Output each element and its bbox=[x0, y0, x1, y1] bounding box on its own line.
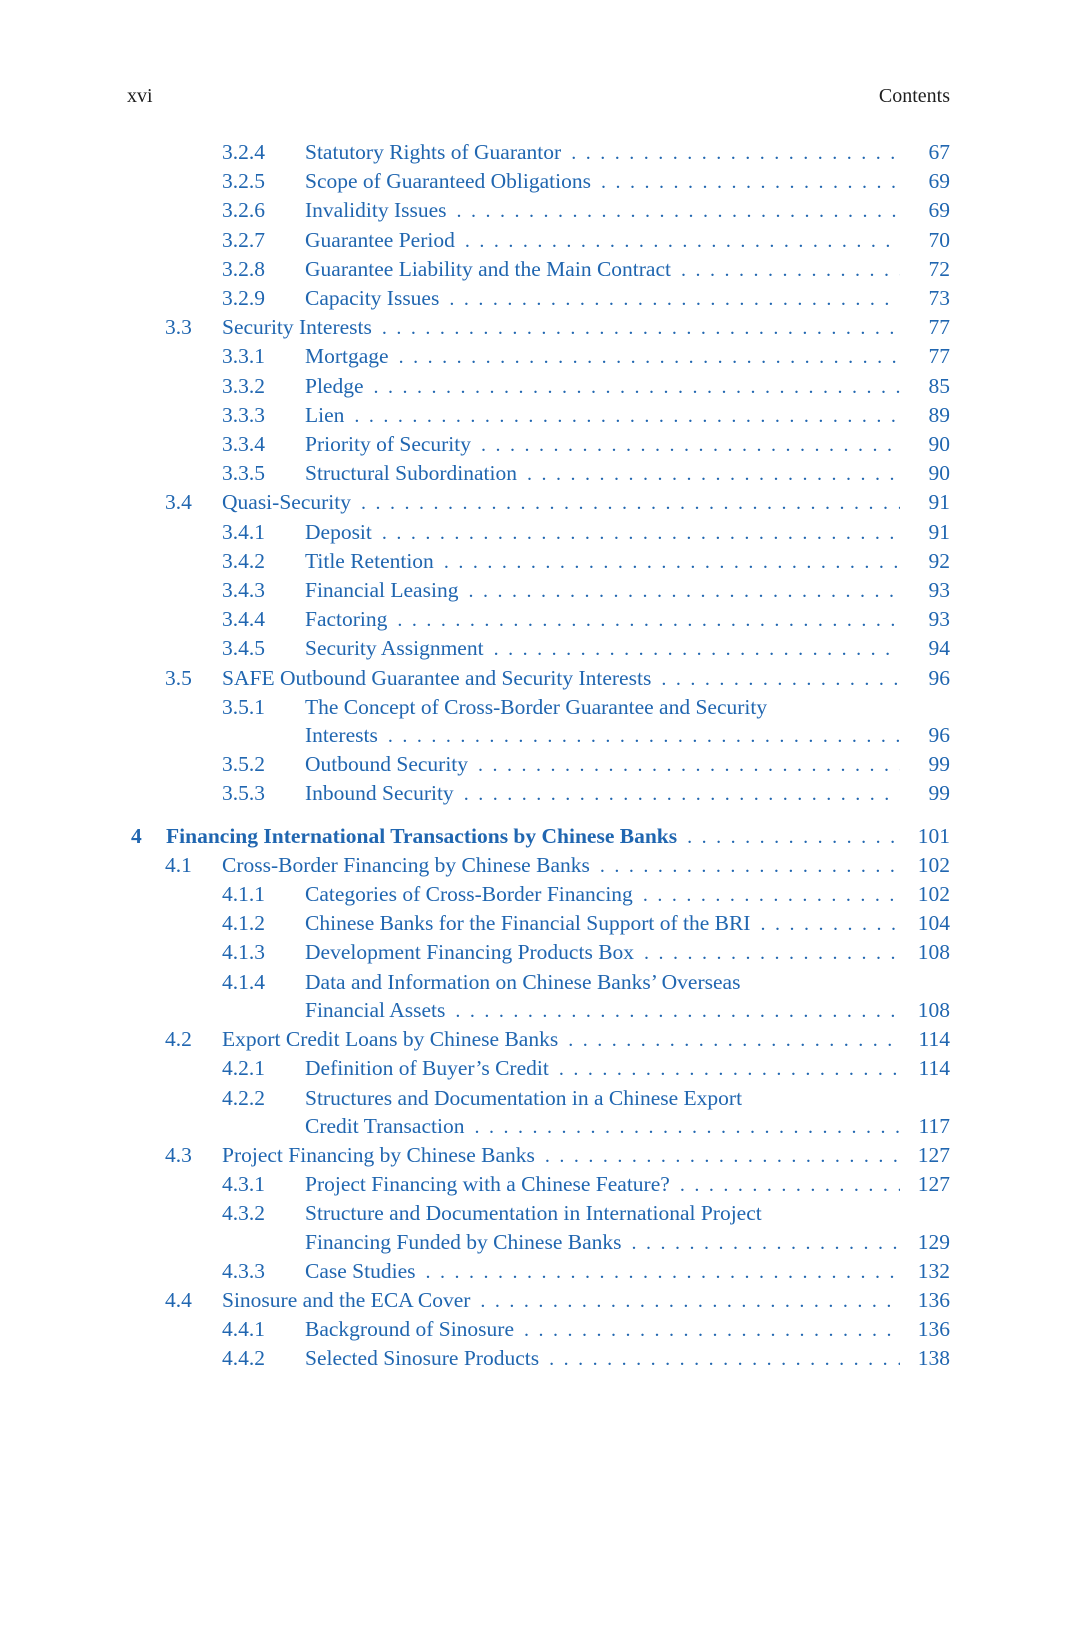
toc-entry-title: Deposit bbox=[305, 519, 372, 544]
dot-leader bbox=[478, 750, 900, 779]
toc-entry-title: Guarantee Liability and the Main Contract bbox=[305, 256, 671, 281]
toc-entry-title: Categories of Cross-Border Financing bbox=[305, 882, 633, 907]
toc-entry[interactable] bbox=[127, 196, 950, 225]
toc-entry-title-continued: Interests bbox=[305, 723, 378, 748]
toc-entry-page: 93 bbox=[928, 578, 950, 603]
toc-entry-number: 3.4.1 bbox=[222, 519, 265, 544]
toc-entry-title: Quasi-Security bbox=[222, 490, 351, 515]
toc-entry-title: Structural Subordination bbox=[305, 461, 517, 486]
toc-entry-number: 3.3.1 bbox=[222, 344, 265, 369]
toc-entry-page: 132 bbox=[917, 1258, 950, 1283]
toc-entry[interactable] bbox=[127, 1025, 950, 1054]
toc-entry-number: 4.1.3 bbox=[222, 940, 265, 965]
toc-entry-number: 3.2.7 bbox=[222, 227, 265, 252]
toc-entry[interactable] bbox=[127, 750, 950, 779]
toc-entry-number: 4.2.1 bbox=[222, 1056, 265, 1081]
toc-entry[interactable] bbox=[127, 576, 950, 605]
toc-entry-title-continued: Financing Funded by Chinese Banks bbox=[305, 1229, 622, 1254]
dot-leader bbox=[600, 851, 900, 880]
dot-leader bbox=[545, 1141, 900, 1170]
toc-entry-number: 4 bbox=[131, 823, 142, 848]
toc-entry-title: Factoring bbox=[305, 607, 388, 632]
toc-entry-title: Data and Information on Chinese Banks’ Overseas bbox=[305, 969, 741, 994]
toc-entry[interactable] bbox=[127, 1084, 950, 1112]
toc-entry-title: The Concept of Cross-Border Guarantee and Security bbox=[305, 694, 768, 719]
dot-leader bbox=[632, 1228, 900, 1257]
toc-entry-page: 73 bbox=[928, 286, 950, 311]
toc-entry-title: Title Retention bbox=[305, 548, 434, 573]
dot-leader bbox=[444, 547, 900, 576]
toc-entry-number: 3.5.1 bbox=[222, 694, 265, 719]
toc-entry-page: 104 bbox=[917, 911, 950, 936]
toc-entry-page: 92 bbox=[928, 548, 950, 573]
dot-leader bbox=[374, 372, 900, 401]
dot-leader bbox=[559, 1054, 900, 1083]
toc-entry-title: Guarantee Period bbox=[305, 227, 455, 252]
toc-entry-page: 96 bbox=[928, 665, 950, 690]
toc-entry-number: 3.5.2 bbox=[222, 752, 265, 777]
dot-leader bbox=[549, 1344, 900, 1373]
toc-entry[interactable] bbox=[127, 1344, 950, 1373]
toc-entry-number: 4.1 bbox=[165, 852, 192, 877]
dot-leader bbox=[481, 430, 900, 459]
toc-entry-number: 4.2.2 bbox=[222, 1085, 265, 1110]
toc-entry-number: 3.2.9 bbox=[222, 286, 265, 311]
toc-entry-number: 4.4.1 bbox=[222, 1317, 265, 1342]
toc-entry[interactable] bbox=[127, 1199, 950, 1227]
running-head: Contents bbox=[878, 85, 950, 107]
toc-entry[interactable] bbox=[127, 1315, 950, 1344]
toc-entry-page: 138 bbox=[917, 1346, 950, 1371]
toc-entry-continuation[interactable] bbox=[127, 996, 950, 1025]
dot-leader bbox=[382, 313, 900, 342]
page-content bbox=[127, 84, 950, 1374]
toc-entry[interactable] bbox=[127, 284, 950, 313]
dot-leader bbox=[681, 255, 900, 284]
toc-entry[interactable] bbox=[127, 938, 950, 967]
dot-leader bbox=[354, 401, 900, 430]
toc-entry-number: 3.4.3 bbox=[222, 578, 265, 603]
toc-entry-title: Priority of Security bbox=[305, 432, 472, 457]
toc-entry-title: Chinese Banks for the Financial Support of the BRI bbox=[305, 911, 751, 936]
toc-entry-title: Capacity Issues bbox=[305, 286, 440, 311]
toc-entry-title: Structure and Documentation in International Project bbox=[305, 1201, 762, 1226]
toc-entry-page: 129 bbox=[917, 1229, 950, 1254]
toc-entry[interactable] bbox=[127, 167, 950, 196]
toc-entry[interactable] bbox=[127, 488, 950, 517]
dot-leader bbox=[601, 167, 900, 196]
toc-entry[interactable] bbox=[127, 547, 950, 576]
toc-entry-page: 99 bbox=[928, 781, 950, 806]
toc-entry-page: 94 bbox=[928, 636, 950, 661]
toc-entry-page: 69 bbox=[928, 198, 950, 223]
toc-entry-title: Financial Leasing bbox=[305, 578, 459, 603]
dot-leader bbox=[571, 138, 900, 167]
toc-entry[interactable] bbox=[127, 1141, 950, 1170]
toc-entry[interactable] bbox=[127, 779, 950, 808]
toc-entry[interactable] bbox=[127, 1257, 950, 1286]
toc-entry-number: 3.2.5 bbox=[222, 169, 265, 194]
toc-entry[interactable] bbox=[127, 634, 950, 663]
toc-entry-title: Statutory Rights of Guarantor bbox=[305, 140, 562, 164]
toc-entry-page: 67 bbox=[928, 140, 950, 164]
table-of-contents bbox=[127, 138, 950, 1374]
toc-entry[interactable] bbox=[127, 822, 950, 851]
toc-entry-title: Project Financing with a Chinese Feature? bbox=[305, 1172, 670, 1197]
toc-entry-title: Cross-Border Financing by Chinese Banks bbox=[222, 852, 590, 877]
toc-entry-title: SAFE Outbound Guarantee and Security Interests bbox=[222, 665, 652, 690]
toc-entry-number: 4.1.1 bbox=[222, 882, 265, 907]
toc-entry-number: 3.3 bbox=[165, 315, 192, 340]
toc-entry-page: 117 bbox=[918, 1113, 950, 1138]
dot-leader bbox=[643, 880, 900, 909]
dot-leader bbox=[680, 1170, 900, 1199]
toc-entry-title-continued: Financial Assets bbox=[305, 997, 446, 1022]
toc-entry[interactable] bbox=[127, 909, 950, 938]
dot-leader bbox=[480, 1286, 900, 1315]
toc-entry-title: Structures and Documentation in a Chinese Export bbox=[305, 1085, 743, 1110]
toc-entry-page: 70 bbox=[928, 227, 950, 252]
dot-leader bbox=[455, 996, 900, 1025]
toc-entry-page: 136 bbox=[917, 1317, 950, 1342]
toc-entry[interactable] bbox=[127, 880, 950, 909]
dot-leader bbox=[568, 1025, 900, 1054]
toc-entry-title: Definition of Buyer’s Credit bbox=[305, 1056, 549, 1081]
toc-entry[interactable] bbox=[127, 518, 950, 547]
toc-entry[interactable] bbox=[127, 226, 950, 255]
toc-entry-title: Outbound Security bbox=[305, 752, 469, 777]
toc-entry-title: Sinosure and the ECA Cover bbox=[222, 1287, 471, 1312]
dot-leader bbox=[474, 1112, 900, 1141]
toc-entry[interactable] bbox=[127, 1170, 950, 1199]
toc-entry-number: 4.3.2 bbox=[222, 1201, 265, 1226]
toc-entry-number: 4.2 bbox=[165, 1027, 192, 1052]
toc-entry[interactable] bbox=[127, 1054, 950, 1083]
toc-entry-page: 69 bbox=[928, 169, 950, 194]
toc-entry[interactable] bbox=[127, 313, 950, 342]
toc-entry-page: 77 bbox=[928, 315, 950, 340]
toc-entry[interactable] bbox=[127, 138, 950, 167]
toc-entry-page: 136 bbox=[917, 1287, 950, 1312]
toc-entry[interactable] bbox=[127, 664, 950, 693]
toc-entry-title: Development Financing Products Box bbox=[305, 940, 635, 965]
dot-leader bbox=[465, 226, 900, 255]
toc-entry-title: Background of Sinosure bbox=[305, 1317, 514, 1342]
toc-entry-page: 101 bbox=[917, 823, 950, 848]
toc-entry-page: 99 bbox=[928, 752, 950, 777]
toc-entry-title: Case Studies bbox=[305, 1258, 416, 1283]
toc-entry-page: 108 bbox=[917, 940, 950, 965]
toc-entry-number: 3.4.5 bbox=[222, 636, 265, 661]
toc-entry-page: 96 bbox=[928, 723, 950, 748]
toc-entry-page: 108 bbox=[917, 997, 950, 1022]
toc-entry-page: 89 bbox=[928, 402, 950, 427]
toc-entry[interactable] bbox=[127, 1286, 950, 1315]
toc-entry-title: Selected Sinosure Products bbox=[305, 1346, 540, 1371]
dot-leader bbox=[361, 488, 900, 517]
toc-entry-title: Pledge bbox=[305, 373, 364, 398]
dot-leader bbox=[644, 938, 900, 967]
toc-entry-number: 4.3 bbox=[165, 1142, 192, 1167]
toc-entry[interactable] bbox=[127, 459, 950, 488]
toc-entry-title: Project Financing by Chinese Banks bbox=[222, 1142, 535, 1167]
toc-entry[interactable] bbox=[127, 430, 950, 459]
folio: xvi bbox=[127, 85, 153, 107]
toc-entry[interactable] bbox=[127, 605, 950, 634]
toc-entry-title: Mortgage bbox=[305, 344, 389, 369]
toc-entry-page: 93 bbox=[928, 607, 950, 632]
toc-entry-number: 3.5.3 bbox=[222, 781, 265, 806]
toc-entry[interactable] bbox=[127, 401, 950, 430]
toc-entry-page: 114 bbox=[918, 1027, 950, 1052]
dot-leader bbox=[687, 822, 900, 851]
toc-entry-continuation[interactable] bbox=[127, 721, 950, 750]
dot-leader bbox=[425, 1257, 900, 1286]
toc-entry-page: 91 bbox=[928, 490, 950, 515]
dot-leader bbox=[464, 779, 900, 808]
toc-entry-page: 102 bbox=[917, 852, 950, 877]
toc-entry-title: Export Credit Loans by Chinese Banks bbox=[222, 1027, 559, 1052]
toc-entry-title: Security Interests bbox=[222, 315, 372, 340]
toc-entry-number: 4.4.2 bbox=[222, 1346, 265, 1371]
toc-entry-number: 3.4.2 bbox=[222, 548, 265, 573]
toc-entry-number: 4.1.2 bbox=[222, 911, 265, 936]
toc-entry-number: 3.2.8 bbox=[222, 256, 265, 281]
toc-entry-number: 3.2.4 bbox=[222, 140, 265, 164]
dot-leader bbox=[760, 909, 900, 938]
dot-leader bbox=[524, 1315, 900, 1344]
dot-leader bbox=[397, 605, 900, 634]
toc-entry-page: 102 bbox=[917, 882, 950, 907]
toc-entry-page: 127 bbox=[917, 1142, 950, 1167]
dot-leader bbox=[449, 284, 900, 313]
dot-leader bbox=[388, 721, 900, 750]
toc-entry-number: 3.3.2 bbox=[222, 373, 265, 398]
toc-entry-number: 3.4.4 bbox=[222, 607, 265, 632]
toc-entry-number: 3.5 bbox=[165, 665, 192, 690]
toc-entry-number: 3.3.3 bbox=[222, 402, 265, 427]
dot-leader bbox=[494, 634, 900, 663]
dot-leader bbox=[399, 342, 900, 371]
toc-entry-title-continued: Credit Transaction bbox=[305, 1113, 465, 1138]
page-header bbox=[127, 84, 950, 108]
dot-leader bbox=[527, 459, 900, 488]
toc-entry[interactable] bbox=[127, 342, 950, 371]
toc-entry-number: 3.3.4 bbox=[222, 432, 265, 457]
toc-entry-page: 90 bbox=[928, 461, 950, 486]
toc-entry-number: 4.3.1 bbox=[222, 1172, 265, 1197]
toc-entry-page: 90 bbox=[928, 432, 950, 457]
toc-entry-page: 85 bbox=[928, 373, 950, 398]
toc-entry-page: 72 bbox=[928, 256, 950, 281]
toc-entry-page: 91 bbox=[928, 519, 950, 544]
toc-entry-title: Financing International Transactions by Chinese Banks bbox=[166, 823, 678, 848]
dot-leader bbox=[468, 576, 900, 605]
dot-leader bbox=[457, 196, 900, 225]
toc-entry-title: Security Assignment bbox=[305, 636, 484, 661]
toc-entry-number: 4.1.4 bbox=[222, 969, 265, 994]
toc-entry[interactable] bbox=[127, 372, 950, 401]
toc-entry-number: 4.3.3 bbox=[222, 1258, 265, 1283]
toc-entry-page: 77 bbox=[928, 344, 950, 369]
toc-entry-number: 3.2.6 bbox=[222, 198, 265, 223]
toc-entry-number: 3.3.5 bbox=[222, 461, 265, 486]
toc-entry-continuation[interactable] bbox=[127, 1112, 950, 1141]
toc-entry[interactable] bbox=[127, 255, 950, 284]
toc-entry-page: 114 bbox=[918, 1056, 950, 1081]
toc-entry-continuation[interactable] bbox=[127, 1228, 950, 1257]
toc-entry-number: 4.4 bbox=[165, 1287, 192, 1312]
toc-entry-number: 3.4 bbox=[165, 490, 192, 515]
toc-entry-title: Scope of Guaranteed Obligations bbox=[305, 169, 591, 194]
dot-leader bbox=[382, 518, 900, 547]
toc-entry[interactable] bbox=[127, 851, 950, 880]
toc-entry-title: Lien bbox=[305, 402, 345, 427]
toc-entry-title: Inbound Security bbox=[305, 781, 454, 806]
toc-entry-title: Invalidity Issues bbox=[305, 198, 447, 223]
toc-entry-page: 127 bbox=[917, 1172, 950, 1197]
dot-leader bbox=[661, 664, 900, 693]
toc-entry[interactable] bbox=[127, 693, 950, 721]
toc-entry[interactable] bbox=[127, 968, 950, 996]
